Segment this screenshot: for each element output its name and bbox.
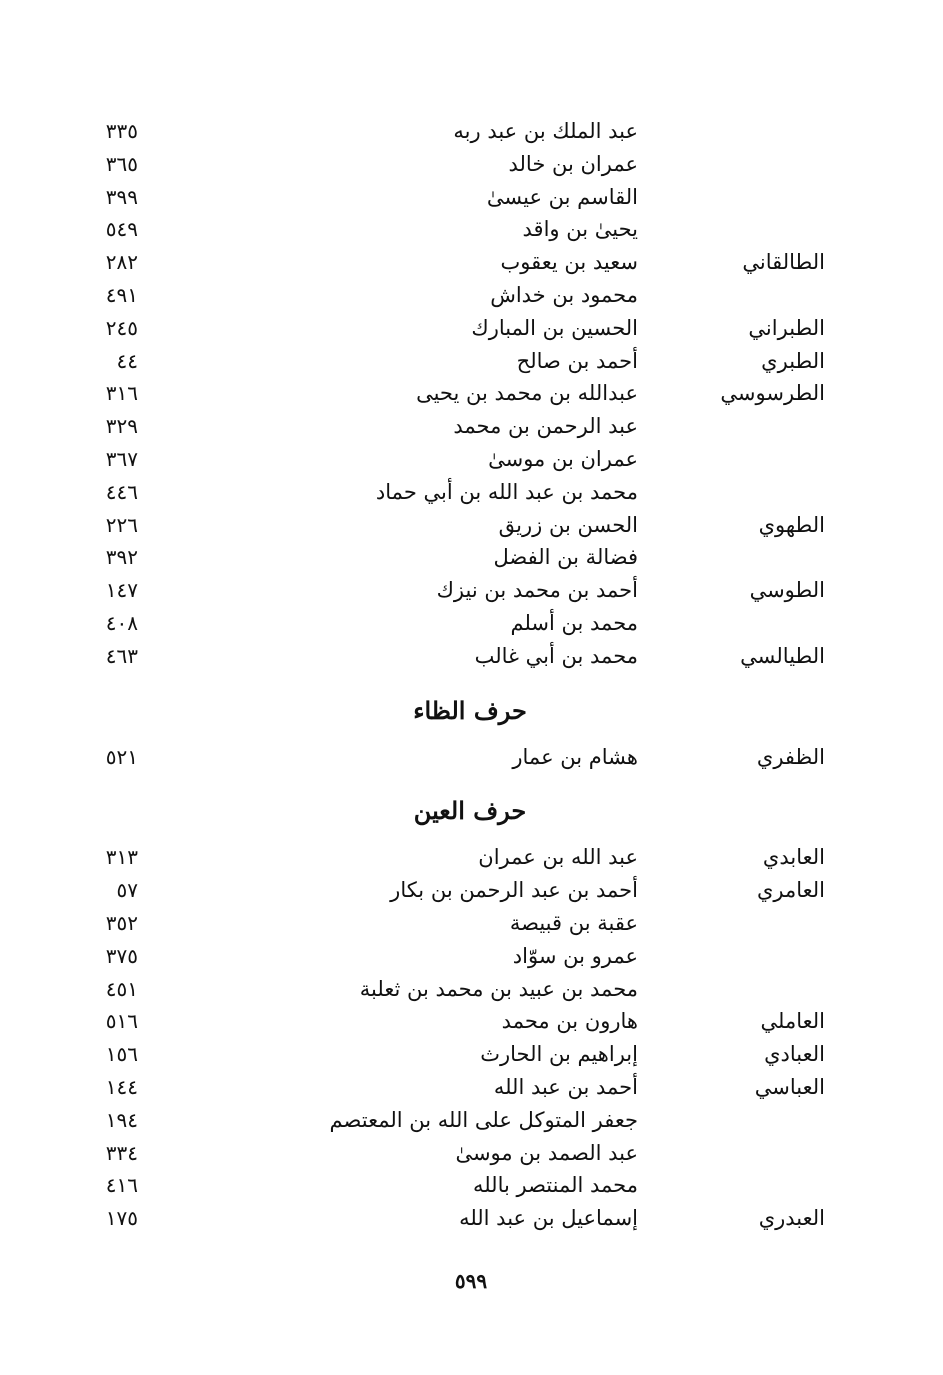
entry-name: عمران بن موسىٰ: [488, 447, 638, 471]
entry-nisba: الطرسوسي: [720, 381, 825, 406]
entry-name: أحمد بن عبد الله: [493, 1075, 638, 1099]
entry-nisba: العبدري: [758, 1206, 825, 1231]
entry-name: فضالة بن الفضل: [493, 545, 638, 570]
index-entry: [0, 1038, 943, 1070]
entry-page-number: ١٧٥: [105, 1206, 138, 1231]
entry-page-number: ٣٩٩: [105, 184, 138, 209]
entry-page-number: ٤٥١: [105, 976, 138, 1001]
index-entry: [0, 1104, 943, 1136]
index-entry: [0, 741, 943, 773]
entry-nisba: الطهوي: [758, 512, 825, 537]
entry-name: محمد المنتصر بالله: [472, 1173, 638, 1198]
entry-page-number: ٤٠٨: [105, 611, 138, 635]
entry-name: عبد الله بن عمران: [478, 845, 638, 870]
entry-page-number: ٢٢٦: [105, 512, 138, 537]
entry-name: أحمد بن صالح: [516, 348, 638, 373]
index-entry: [0, 312, 943, 344]
entry-name: محمد بن أسلم: [510, 611, 638, 635]
entry-page-number: ١٤٧: [105, 578, 138, 603]
entry-name: إبراهيم بن الحارث: [480, 1042, 638, 1067]
entry-name: عمرو بن سوّاد: [512, 943, 638, 968]
entry-page-number: ٥٧: [116, 878, 138, 903]
entry-nisba: الطبري: [761, 348, 825, 373]
index-entry: [0, 541, 943, 573]
entry-page-number: ١٤٤: [105, 1075, 138, 1099]
entry-page-number: ٢٨٢: [105, 250, 138, 275]
entry-name: أحمد بن عبد الرحمن بن بكار: [390, 878, 638, 903]
entry-nisba: الطبراني: [748, 315, 825, 340]
entry-page-number: ٥٢١: [105, 744, 138, 769]
index-entry: [0, 410, 943, 442]
index-entry: [0, 1202, 943, 1234]
entry-name: محمد بن أبي غالب: [474, 643, 638, 668]
entry-page-number: ٤٩١: [105, 283, 138, 307]
entry-page-number: ٣٢٩: [105, 414, 138, 439]
entry-name: محمد بن عبيد بن محمد بن ثعلبة: [359, 976, 638, 1001]
entry-name: إسماعيل بن عبد الله: [459, 1206, 638, 1231]
entry-page-number: ٤٤٦: [105, 479, 138, 504]
section-heading: حرف العين: [413, 796, 527, 826]
entry-nisba: الطالقاني: [742, 250, 825, 275]
index-entry: [0, 377, 943, 409]
entry-nisba: العابدي: [762, 845, 825, 870]
entry-name: محمود بن خداش: [490, 283, 638, 307]
entry-nisba: العبادي: [764, 1042, 825, 1067]
entry-name: عقبة بن قبيصة: [509, 911, 638, 935]
index-entry: [0, 148, 943, 180]
index-entry: [0, 607, 943, 639]
index-entry: [0, 1169, 943, 1201]
entry-name: يحيىٰ بن واقد: [522, 217, 638, 242]
index-entry: [0, 443, 943, 475]
entry-name: هارون بن محمد: [501, 1009, 638, 1034]
page-number: ٥٩٩: [454, 1269, 488, 1293]
section-heading: حرف الظاء: [413, 695, 527, 725]
entry-page-number: ٤٤: [116, 348, 138, 373]
entry-page-number: ٥٤٩: [105, 217, 138, 242]
entry-nisba: الظفري: [756, 744, 825, 769]
index-entry: [0, 907, 943, 939]
index-entry: [0, 640, 943, 672]
entry-name: هشام بن عمار: [512, 744, 638, 769]
entry-nisba: العباسي: [754, 1075, 825, 1099]
entry-name: جعفر المتوكل على الله بن المعتصم: [329, 1107, 638, 1132]
index-entry: [0, 279, 943, 311]
entry-page-number: ٥١٦: [105, 1009, 138, 1034]
entry-name: الحسن بن زريق: [498, 512, 638, 537]
index-entry: [0, 574, 943, 606]
entry-name: محمد بن عبد الله بن أبي حماد: [375, 479, 638, 504]
index-entry: [0, 1005, 943, 1037]
entry-page-number: ٣٦٥: [105, 151, 138, 176]
entry-page-number: ٣٥٢: [105, 911, 138, 935]
index-entry: [0, 841, 943, 873]
entry-name: الحسين بن المبارك: [471, 315, 638, 340]
index-entry: [0, 345, 943, 377]
entry-page-number: ٤٦٣: [105, 643, 138, 668]
entry-name: أحمد بن محمد بن نيزك: [436, 578, 638, 603]
entry-page-number: ٣٣٤: [105, 1140, 138, 1165]
entry-name: عبد الملك بن عبد ربه: [453, 119, 638, 143]
index-entry: [0, 973, 943, 1005]
entry-page-number: ٣٣٥: [105, 119, 138, 143]
entry-nisba: الطوسي: [749, 578, 825, 603]
index-entry: [0, 246, 943, 278]
entry-page-number: ١٩٤: [105, 1107, 138, 1132]
entry-page-number: ١٥٦: [105, 1042, 138, 1067]
entry-name: القاسم بن عيسىٰ: [486, 184, 638, 209]
index-entry: [0, 115, 943, 147]
entry-page-number: ٤١٦: [105, 1173, 138, 1198]
entry-nisba: العامري: [756, 878, 825, 903]
index-entry: [0, 181, 943, 213]
entry-page-number: ٣٦٧: [105, 447, 138, 471]
entry-nisba: الطيالسي: [740, 643, 825, 668]
entry-name: عبد الرحمن بن محمد: [453, 414, 638, 439]
entry-page-number: ٣١٣: [105, 845, 138, 870]
index-entry: [0, 213, 943, 245]
entry-page-number: ٣١٦: [105, 381, 138, 406]
entry-name: سعيد بن يعقوب: [500, 250, 638, 275]
entry-page-number: ٣٧٥: [105, 943, 138, 968]
entry-nisba: العاملي: [760, 1009, 825, 1034]
index-entry: [0, 509, 943, 541]
index-entry: [0, 940, 943, 972]
entry-page-number: ٣٩٢: [105, 545, 138, 570]
index-entry: [0, 874, 943, 906]
entry-name: عمران بن خالد: [508, 151, 638, 176]
entry-name: عبدالله بن محمد بن يحيى: [416, 381, 638, 406]
index-entry: [0, 476, 943, 508]
index-entry: [0, 1137, 943, 1169]
entry-page-number: ٢٤٥: [105, 315, 138, 340]
entry-name: عبد الصمد بن موسىٰ: [455, 1140, 638, 1165]
index-entry: [0, 1071, 943, 1103]
